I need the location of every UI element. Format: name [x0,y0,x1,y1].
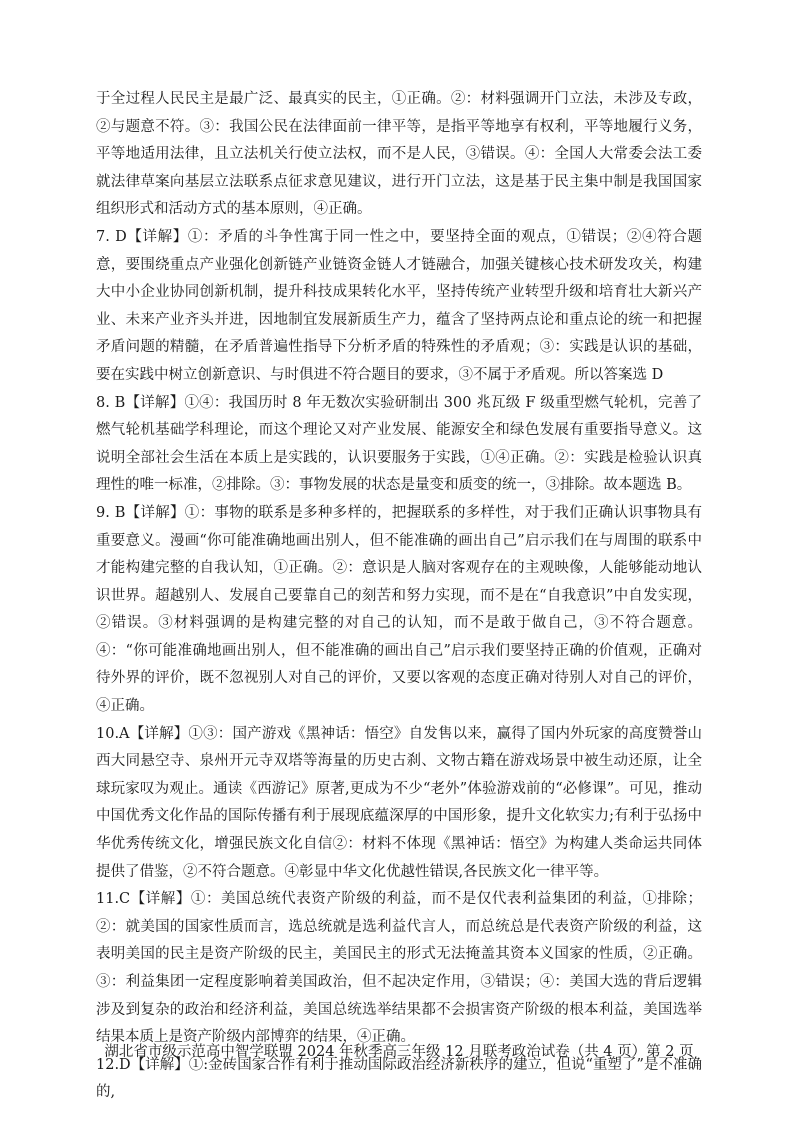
paragraph-q11: 11.C【详解】①：美国总统代表资产阶级的利益，而不是仅代表利益集团的利益，①排除；②：就美国的国家性质而言，选总统就是选利益代言人，而总统总是代表资产阶级的利益，这表明美国的民主是资产阶级的民主，美国民主的形式无法掩盖其资本义国家的性质，②正确。③：利益集团一定程度影响着美国政治，但不起决定作用，③错误；④：美国大选的背后逻辑涉及到复杂的政治和经济利益，美国总统选举结果都不会损害资产阶级的根本利益，美国选举结果本质上是资产阶级内部博弈的结果，④正确。 [96,891,702,1046]
paragraph-q10: 10.A【详解】①③：国产游戏《黑神话：悟空》自发售以来，赢得了国内外玩家的高度赞誉山西大同悬空寺、泉州开元寺双塔等海量的历史古刹、文物古籍在游戏场景中被生动还原，让全球玩家叹为观止。通读《西游记》原著,更成为不少“老外”体验游戏前的“必修课”。可见，推动中国优秀文化作品的国际传播有利于展现底蕴深厚的中国形象，提升文化软实力;有利于弘扬中华优秀传统文化，增强民族文化自信②：材料不体现《黑神话：悟空》为构建人类命运共同体提供了借鉴，②不符合题意。④彰显中华文化优越性错误,各民族文化一律平等。 [96,725,702,880]
paragraph-q9: 9. B【详解】①：事物的联系是多种多样的，把握联系的多样性，对于我们正确认识事物具有重要意义。漫画“你可能准确地画出别人，但不能准确的画出自己”启示我们在与周围的联系中才能构建完整的自我认知，①正确。②：意识是人脑对客观存在的主观映像，人能够能动地认识世界。超越别人、发展自己要靠自己的刻苦和努力实现，而不是在“自我意识”中自发实现，②错误。③材料强调的是构建完整的对自己的认知，而不是敢于做自己，③不符合题意。④：“你可能准确地画出别人，但不能准确的画出自己”启示我们要坚持正确的价值观，正确对待外界的评价，既不忽视别人对自己的评价，又要以客观的态度正确对待别人对自己的评价，④正确。 [96,504,702,715]
paragraph-q12: 12.D【详解】①:金砖国家合作有利于推动国际政治经济新秩序的建立，但说“重塑了”是不准确的, [96,1056,702,1101]
page-footer: 湖北省市级示范高中智学联盟 2024 年秋季高三年级 12 月联考政治试卷（共 4 页）第 2 页 [104,1044,694,1060]
paragraph-q6-continuation: 于全过程人民民主是最广泛、最真实的民主，①正确。②：材料强调开门立法，未涉及专政，②与题意不符。③：我国公民在法律面前一律平等，是指平等地享有权利，平等地履行义务，平等地适用法律，且立法机关行使立法权，而不是人民，③错误。④：全国人大常委会法工委就法律草案向基层立法联系点征求意见建议，进行开门立法，这是基于民主集中制是我国国家组织形式和活动方式的基本原则，④正确。 [96,91,702,218]
answer-explanations [96,86,702,1107]
paragraph-q7: 7. D【详解】①：矛盾的斗争性寓于同一性之中，要坚持全面的观点，①错误；②④符合题意，要围绕重点产业强化创新链产业链资金链人才链融合，加强关键核心技术研发攻关，构建大中小企业协同创新机制，提升科技成果转化水平，坚持传统产业转型升级和培育壮大新兴产业、未来产业齐头并进，因地制宜发展新质生产力，蕴含了坚持两点论和重点论的统一和把握矛盾问题的精髓，在矛盾普遍性指导下分析矛盾的特殊性的矛盾观；③：实践是认识的基础，要在实践中树立创新意识、与时俱进不符合题目的要求，③不属于矛盾观。所以答案选 D [96,228,702,383]
paragraph-q8: 8. B【详解】①④：我国历时 8 年无数次实验研制出 300 兆瓦级 F 级重型燃气轮机，完善了燃气轮机基础学科理论，而这个理论又对产业发展、能源安全和绿色发展有重要指导意义。这说明全部社会生活在本质上是实践的，认识要服务于实践，①④正确。②：实践是检验认识真理性的唯一标准，②排除。③：事物发展的状态是量变和质变的统一，③排除。故本题选 B。 [96,394,702,494]
